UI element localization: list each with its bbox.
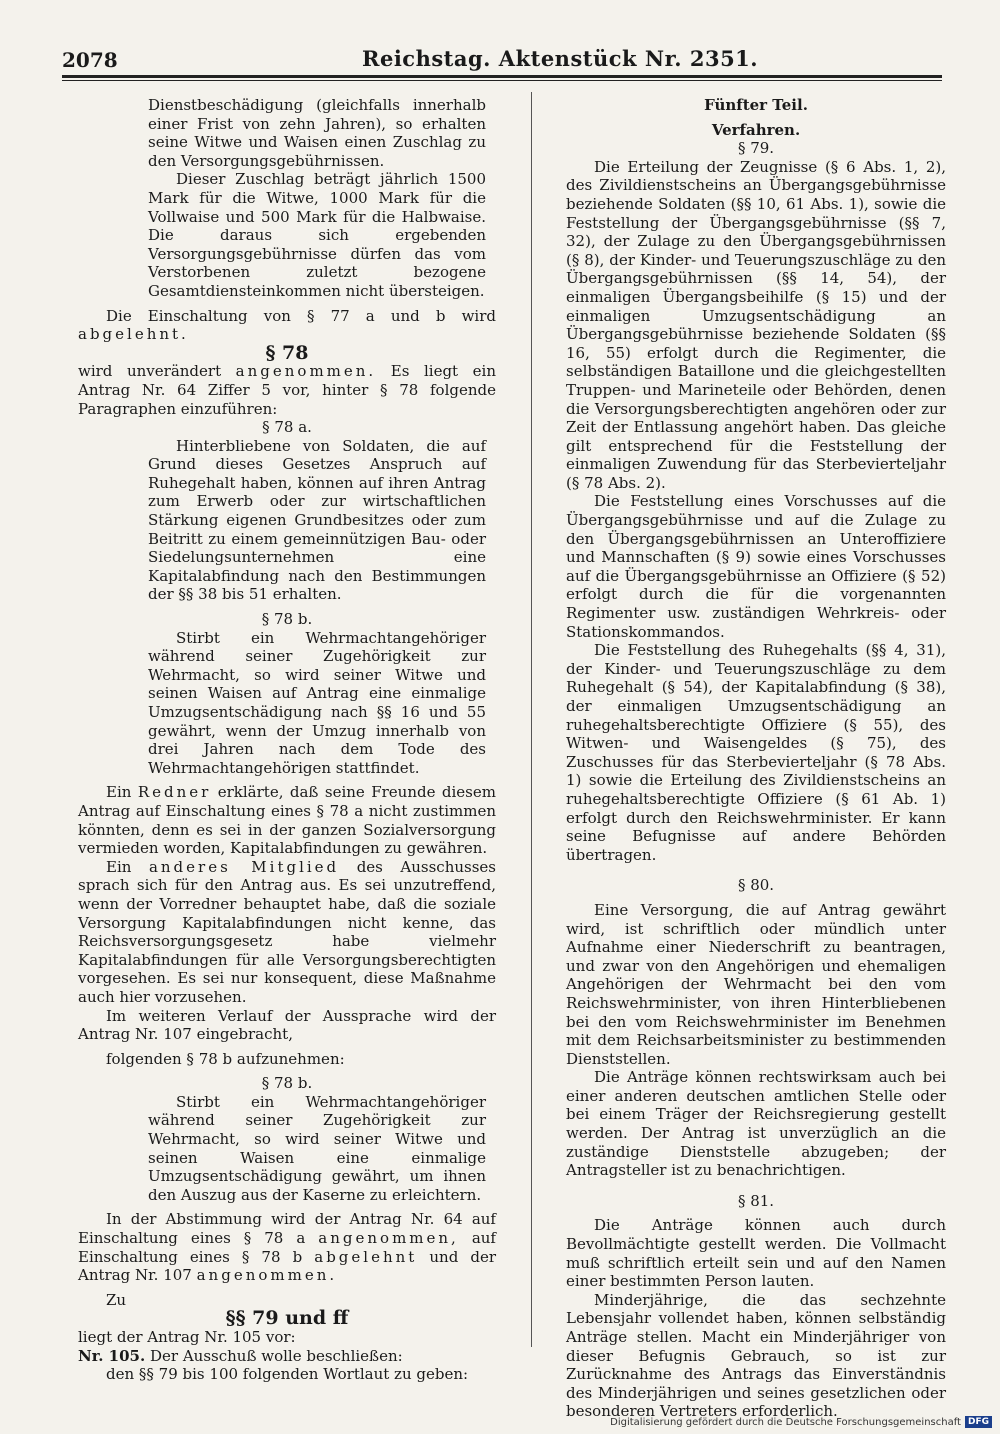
- section-heading-78b-alt: § 78 b.: [261, 1074, 313, 1093]
- left-paragraph: In der Abstimmung wird der Antrag Nr. 64 auf Einschaltung eines § 78 a angenommen, auf Einschaltung eines § 78 b abgelehnt und der Antrag Nr. 107 angenommen.: [78, 1210, 497, 1285]
- left-paragraph: Ein anderes Mitglied des Ausschusses sprach sich für den Antrag aus. Es sei unzutreffend, wenn der Vorredner behauptet habe, daß die soziale Versorgung Kapitalabfindungen nicht kenne, das Reichsversorgungsgesetz habe vielmehr Kapitalabfindungen für alle Versorgungsberechtigten vorgesehen. Es sei nur konsequent, diese Maßnahme auch hier vorzusehen.: [78, 857, 496, 1006]
- footer-text: Digitalisierung gefördert durch die Deutsche Forschungsgemeinschaft: [610, 1416, 961, 1428]
- section-heading-81: § 81.: [737, 1191, 775, 1210]
- right-paragraph: Die Erteilung der Zeugnisse (§ 6 Abs. 1, 2), des Zivildienstscheins an Übergangsgebührnisse beziehende Soldaten (§§ 10, 61 Abs. 1), sowie die Feststellung der Übergangsgebührnisse (§§ 7, 32), der Zulage zu den Übergangsgebührnissen (§ 8), der Kinder- und Teuerungszuschläge zu den Übergangsgebührnissen (§§ 14, 54), der einmaligen Übergangsbeihilfe (§ 15) und der einmaligen Umzugsentschädigung an Übergangsgebührnisse beziehende Soldaten (§§ 16, 55) erfolgt durch die Regimenter, die selbständigen Bataillone und die gleichgestellten Truppen- und Marineteile oder Behörden, denen die Versorgungsberechtigten angehören oder zur Zeit der Entlassung angehört haben. Das gleiche gilt entsprechend für die Feststellung der einmaligen Zuwendung für das Sterbevierteljahr (§ 78 Abs. 2).: [566, 157, 946, 492]
- left-paragraph: folgenden § 78 b aufzunehmen:: [106, 1049, 345, 1068]
- right-paragraph: Die Feststellung des Ruhegehalts (§§ 4, 31), der Kinder- und Teuerungszuschläge zu dem Ruhegehalt (§ 54), der Kapitalabfindung (§ 38), der einmaligen Umzugsentschädigung an ruhegehaltsberechtigte Offiziere (§ 55), des Witwen- und Waisengeldes (§ 75), des Zuschusses für das Sterbevierteljahr (§ 78 Abs. 1) sowie die Erteilung des Zivildienstscheins an ruhegehaltsberechtigte Offiziere (§ 61 Ab. 1) erfolgt durch den Reichswehrminister. Er kann seine Befugnisse auf andere Behörden übertragen.: [566, 641, 946, 864]
- digitization-footer: [610, 1416, 992, 1428]
- left-paragraph: Zu: [106, 1290, 127, 1309]
- left-column: [78, 96, 496, 1384]
- left-paragraph: Dieser Zuschlag beträgt jährlich 1500 Mark für die Witwe, 1000 Mark für die Vollwaise und 500 Mark für die Halbwaise. Die daraus sich ergebenden Versorgungsgebührnisse dürfen das vom Verstorbenen zuletzt bezogene Gesamtdiensteinkommen nicht übersteigen.: [148, 170, 486, 300]
- left-paragraph: den §§ 79 bis 100 folgenden Wortlaut zu geben:: [106, 1365, 469, 1384]
- part-heading: Fünfter Teil.: [704, 96, 808, 114]
- section-heading-80: § 80.: [737, 876, 775, 895]
- page-header: [62, 44, 942, 76]
- right-paragraph: Die Anträge können auch durch Bevollmächtigte gestellt werden. Die Vollmacht muß schriftlich erteilt sein und auf den Namen einer bestimmten Person lauten.: [566, 1216, 946, 1291]
- right-paragraph: Die Feststellung eines Vorschusses auf die Übergangsgebührnisse und auf die Zulage zu den Übergangsgebührnissen an Unteroffiziere und Mannschaften (§ 9) sowie eines Vorschusses auf die Übergangsgebührnisse an Offiziere (§ 52) erfolgt durch die für die vorgenannten Regimenter usw. zuständigen Wehrkreis- oder Stationskommandos.: [566, 492, 946, 641]
- column-divider: [531, 92, 532, 1347]
- running-title: Reichstag. Aktenstück Nr. 2351.: [362, 46, 759, 71]
- left-paragraph: Dienstbeschädigung (gleichfalls innerhalb einer Frist von zehn Jahren), so erhalten seine Witwe und Waisen einen Zuschlag zu den Versorgungsgebührnissen.: [148, 96, 486, 170]
- left-paragraph: Ein Redner erklärte, daß seine Freunde diesem Antrag auf Einschaltung eines § 78 a nicht zustimmen könnten, denn es sei in der ganzen Sozialversorgung vermieden worden, Kapitalabfindungen zu gewähren.: [78, 783, 496, 858]
- page-number: 2078: [62, 48, 118, 72]
- right-paragraph: Die Anträge können rechtswirksam auch bei einer anderen deutschen amtlichen Stelle oder bei einem Träger der Reichsregierung gestellt werden. Der Antrag ist unverzüglich an die zuständige Dienststelle abzugeben; der Antragsteller ist zu benachrichtigen.: [566, 1068, 946, 1180]
- header-rule: [62, 75, 942, 81]
- section-heading-78: § 78: [265, 341, 309, 364]
- left-paragraph: liegt der Antrag Nr. 105 vor:: [78, 1328, 296, 1346]
- quoted-paragraph: Stirbt ein Wehrmachtangehöriger während seiner Zugehörigkeit zur Wehrmacht, so wird seiner Witwe und seinen Waisen auf Antrag eine einmalige Umzugsentschädigung nach §§ 16 und 55 gewährt, wenn der Umzug innerhalb von drei Jahren nach dem Tode des Wehrmachtangehörigen stattfindet.: [148, 628, 486, 777]
- right-column: [566, 96, 946, 1421]
- motion-line: Nr. 105. Der Ausschuß wolle beschließen:: [78, 1346, 403, 1365]
- dfg-logo: DFG: [965, 1416, 992, 1428]
- section-heading-78a: § 78 a.: [262, 418, 312, 437]
- part-title: Verfahren.: [711, 120, 801, 139]
- section-heading-79ff: §§ 79 und ff: [225, 1307, 349, 1330]
- left-paragraph: Die Einschaltung von § 77 a und b wird abgelehnt.: [78, 306, 496, 344]
- quoted-paragraph: Hinterbliebene von Soldaten, die auf Grund dieses Gesetzes Anspruch auf Ruhegehalt haben, können auf ihren Antrag zum Erwerb oder zur wirtschaftlichen Stärkung eigenen Grundbesitzes oder zum Beitritt zu einem gemeinnützigen Bau- oder Siedelungsunternehmen eine Kapitalabfindung nach den Bestimmungen der §§ 38 bis 51 erhalten.: [148, 436, 486, 604]
- left-paragraph: Im weiteren Verlauf der Aussprache wird der Antrag Nr. 107 eingebracht,: [78, 1006, 496, 1044]
- left-paragraph: wird unverändert angenommen. Es liegt ein Antrag Nr. 64 Ziffer 5 vor, hinter § 78 folgende Paragraphen einzuführen:: [78, 362, 496, 418]
- section-heading-79: § 79.: [737, 139, 775, 158]
- right-paragraph: Eine Versorgung, die auf Antrag gewährt wird, ist schriftlich oder mündlich unter Aufnahme einer Niederschrift zu beantragen, und zwar von den Angehörigen und ehemaligen Angehörigen der Wehrmacht bei den vom Reichswehrminister, von ihren Hinterbliebenen bei den vom Reichswehrminister im Benehmen mit dem Reichsarbeitsminister zu bestimmenden Dienststellen.: [566, 900, 946, 1068]
- section-heading-78b: § 78 b.: [261, 610, 313, 629]
- right-paragraph: Minderjährige, die das sechzehnte Lebensjahr vollendet haben, können selbständig Anträge stellen. Macht ein Minderjähriger von dieser Befugnis Gebrauch, so ist zur Zurücknahme des Antrags das Einverständnis des Minderjährigen und seines gesetzlichen oder besonderen Vertreters erforderlich.: [566, 1290, 946, 1421]
- quoted-paragraph: Stirbt ein Wehrmachtangehöriger während seiner Zugehörigkeit zur Wehrmacht, so wird seiner Witwe und seinen Waisen eine einmalige Umzugsentschädigung gewährt, um ihnen den Auszug aus der Kaserne zu erleichtern.: [148, 1092, 486, 1204]
